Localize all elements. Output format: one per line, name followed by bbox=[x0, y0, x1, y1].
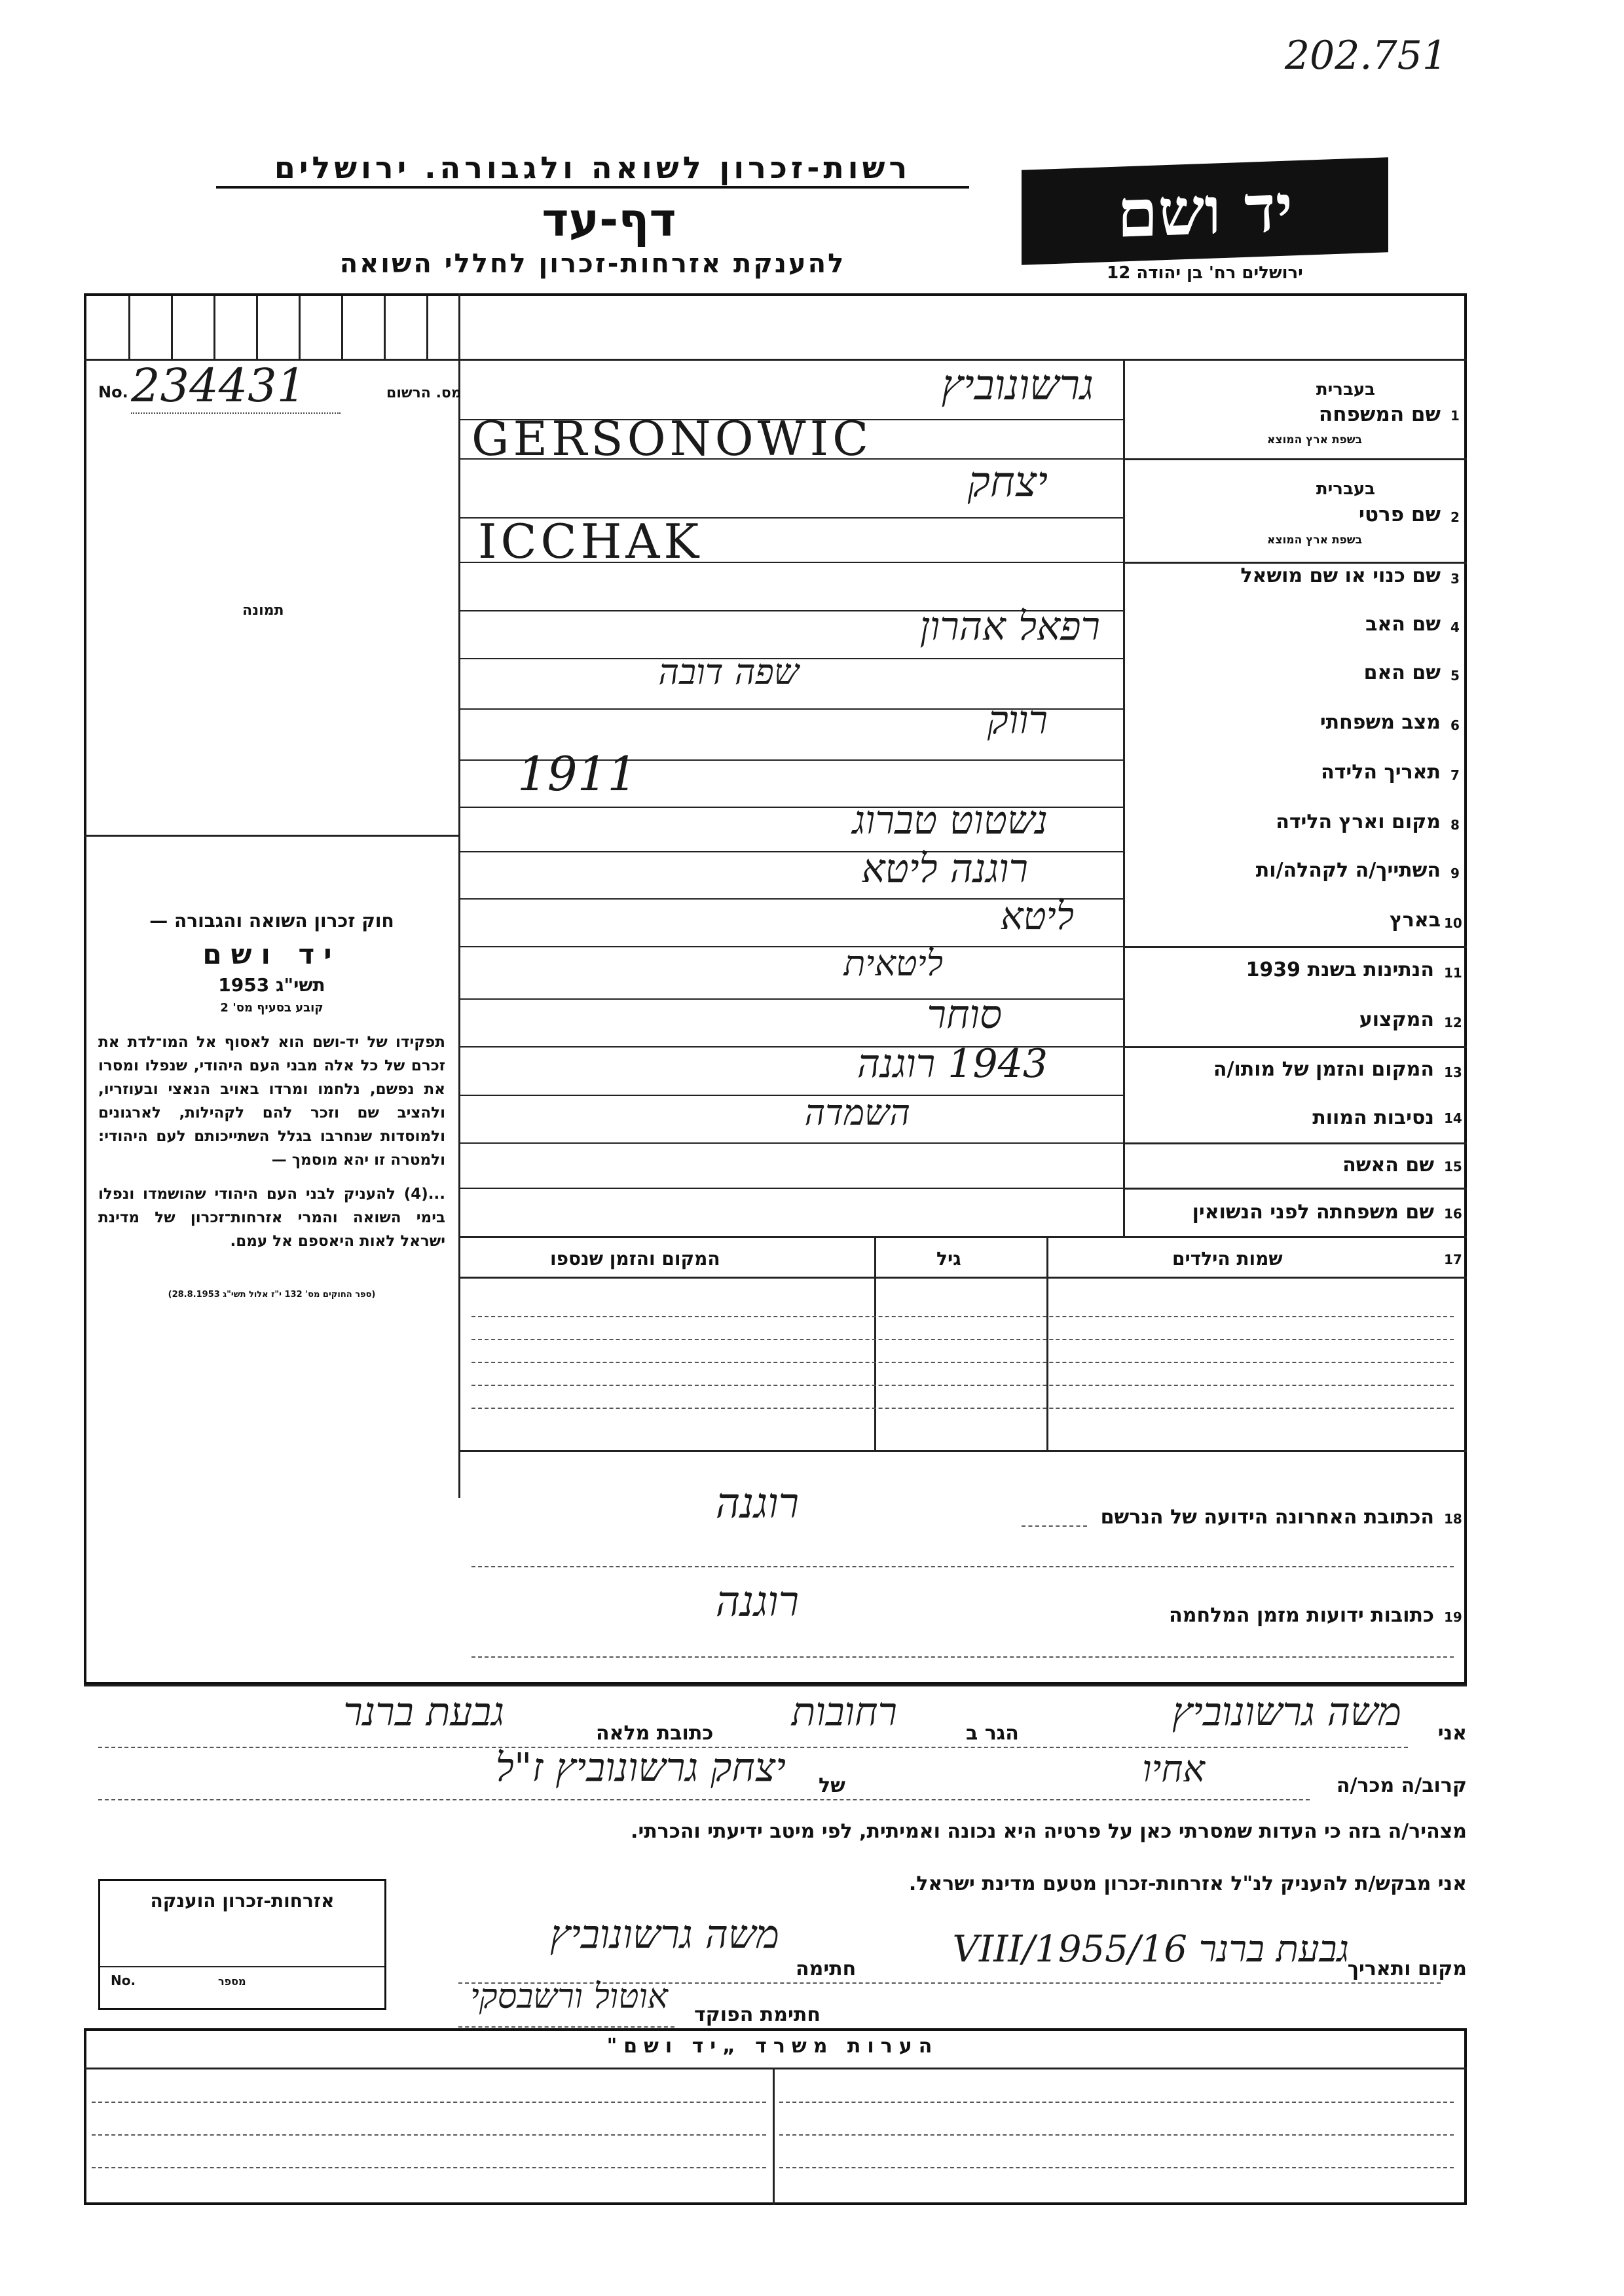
signature-label: חתימה bbox=[796, 1958, 857, 1980]
photo-label: תמונה bbox=[242, 602, 284, 619]
children-place-header: המקום והזמן שנספו bbox=[550, 1248, 720, 1269]
wartime-address-value: רוגנה bbox=[715, 1578, 799, 1626]
children-names-header: שמות הילדים bbox=[1172, 1248, 1283, 1269]
field-10-num: 10 bbox=[1444, 915, 1462, 931]
law-para2: ...(4) להעניק לבני העם היהודי שהושמדו ונפלו בימי השואה והמרי אזרחות־זכרון של מדינת ישראל לאות היאספם אל עמם. bbox=[98, 1186, 445, 1250]
field-1-label: שם המשפחה bbox=[1318, 403, 1441, 426]
field-2-hebrew: בעברית bbox=[1316, 479, 1375, 499]
field-17-num: 17 bbox=[1444, 1252, 1462, 1267]
field-16-label: שם משפחתה לפני הנשואין bbox=[1192, 1201, 1434, 1224]
field-7-num: 7 bbox=[1450, 767, 1460, 783]
surname-hebrew-value: גרשונוביץ bbox=[941, 361, 1094, 410]
decl-line3: אני מבקש/ת להעניק לנ"ל אזרחות-זכרון מטעם מדינת ישראל. bbox=[908, 1872, 1467, 1895]
field-2-origin: בשפת ארץ המוצא bbox=[1266, 534, 1362, 547]
surname-origin-value: GERSONOWIC bbox=[471, 411, 873, 466]
law-title: חוק זכרון השואה והגבורה — bbox=[149, 910, 394, 932]
field-1-origin: בשפת ארץ המוצא bbox=[1266, 433, 1362, 446]
address: ירושלים רח' בן יהודה 12 bbox=[1107, 263, 1303, 283]
registration-no-label: No. bbox=[98, 383, 128, 401]
field-8-num: 8 bbox=[1450, 817, 1460, 833]
citizenship-box-no: No. bbox=[111, 1973, 136, 1988]
last-address-value: רוגנה bbox=[715, 1480, 799, 1528]
field-12-num: 12 bbox=[1444, 1015, 1462, 1030]
officer-signature: אוטול ורשבסקי bbox=[470, 1977, 668, 2016]
form-title: דף-עד bbox=[542, 193, 676, 247]
field-10-label: בארץ bbox=[1389, 909, 1441, 932]
code-boxes bbox=[86, 296, 458, 359]
declarant-address: גבעת ברנר bbox=[343, 1689, 504, 1735]
field-18-label: הכתובת האחרונה הידועה של הנרשם bbox=[1100, 1506, 1434, 1529]
archive-number: 202.751 bbox=[1284, 33, 1447, 79]
field-15-label: שם האשה bbox=[1342, 1154, 1434, 1176]
children-age-header: גיל bbox=[936, 1248, 961, 1269]
firstname-origin-value: ICCHAK bbox=[478, 514, 703, 569]
birth-date-value: 1911 bbox=[517, 746, 638, 801]
declarant-city: רחובות bbox=[791, 1689, 897, 1735]
declarant-relation: אחיו bbox=[1142, 1748, 1205, 1791]
logo-text: יד ושם bbox=[1117, 169, 1293, 253]
office-notes-title: הערות משרד „יד ושם" bbox=[606, 2035, 939, 2058]
field-1-num: 1 bbox=[1450, 408, 1460, 424]
place-date-value: גבעת ברנר 16/VIII/1955 bbox=[952, 1928, 1349, 1971]
field-13-num: 13 bbox=[1444, 1065, 1462, 1080]
country-value: ליטא bbox=[1000, 894, 1074, 938]
field-4-num: 4 bbox=[1450, 619, 1460, 635]
field-8-label: מקום וארץ הלידה bbox=[1276, 811, 1441, 833]
decl-full-address-label: כתובת מלאה bbox=[596, 1722, 714, 1745]
field-9-num: 9 bbox=[1450, 866, 1460, 881]
org-line: רשות-זכרון לשואה ולגבורה. ירושלים bbox=[216, 149, 969, 189]
field-6-num: 6 bbox=[1450, 718, 1460, 733]
declarant-signature: משה גרשונוביץ bbox=[549, 1912, 779, 1958]
officer-signature-label: חתימת הפוקד bbox=[694, 2003, 821, 2026]
death-place-time-value: 1943 רוגנה bbox=[857, 1041, 1048, 1087]
law-footnote: (ספר החוקים מס' 132 י"ז אלול תשי"ג 28.8.1953) bbox=[168, 1290, 376, 1300]
field-9-label: השתייך/ה לקהלה/ות bbox=[1255, 859, 1441, 882]
field-19-num: 19 bbox=[1444, 1609, 1462, 1625]
marital-status-value: רווק bbox=[987, 697, 1048, 743]
field-5-num: 5 bbox=[1450, 668, 1460, 683]
father-name-value: רפאל אהרון bbox=[919, 604, 1100, 649]
field-2-label: שם פרטי bbox=[1358, 503, 1441, 526]
field-3-num: 3 bbox=[1450, 571, 1460, 587]
mother-name-value: שפה דובה bbox=[658, 651, 799, 693]
field-14-num: 14 bbox=[1444, 1110, 1462, 1126]
decl-of: של bbox=[819, 1774, 845, 1797]
field-12-label: המקצוע bbox=[1359, 1008, 1434, 1031]
decl-relative-label: קרוב/ה מכר/ה bbox=[1336, 1774, 1467, 1797]
field-4-label: שם האב bbox=[1365, 613, 1441, 636]
decl-resides: הגר ב bbox=[966, 1722, 1019, 1745]
field-5-label: שם האם bbox=[1363, 661, 1441, 684]
law-clause: קובע בסעיף מס' 2 bbox=[220, 1001, 323, 1015]
decl-line2: מצהיר/ה בזה כי העדות שמסרתי כאן על פרטיה היא נכונה ואמיתית, לפי מיטב ידיעתי והכרתי. bbox=[631, 1820, 1467, 1843]
field-14-label: נסיבות המוות bbox=[1312, 1106, 1434, 1129]
citizenship-box-title: אזרחות-זכרון הוענקה bbox=[150, 1890, 335, 1912]
citizenship-value: ליטאית bbox=[843, 943, 943, 984]
field-15-num: 15 bbox=[1444, 1159, 1462, 1175]
citizenship-box bbox=[98, 1879, 386, 2010]
community-value: רוגנה ליטא bbox=[861, 846, 1028, 892]
field-1-hebrew: בעברית bbox=[1316, 380, 1375, 399]
field-7-label: תאריך הלידה bbox=[1321, 761, 1441, 784]
field-11-num: 11 bbox=[1444, 965, 1462, 981]
field-13-label: המקום והזמן של מותו/ה bbox=[1213, 1058, 1434, 1081]
deceased-name: יצחק גרשונוביץ ז"ל bbox=[495, 1745, 786, 1791]
law-para1: תפקידו של יד-ושם הוא לאסוף אל המו־לדת את זכרם של כל אלה מבני העם היהודי, שנפלו ומסרו את נפשם, נלחמו ומרדו באויב הנאצי ובעוזריו, ולהציב שם וזכר להם לקהילות, לארגונים ולמוסדות שנחרבו בגלל השתייכותם לעם היהודי: ולמטרה זו יהא מוסמך — bbox=[98, 1034, 445, 1169]
declarant-name: משה גרשונוביץ bbox=[1172, 1689, 1401, 1735]
citizenship-box-number-label: מספר bbox=[218, 1975, 246, 1988]
law-box bbox=[98, 910, 445, 1300]
law-name: יד ושם bbox=[202, 938, 341, 970]
field-11-label: הנתינות בשנת 1939 bbox=[1246, 958, 1434, 981]
decl-ani: אני bbox=[1437, 1722, 1467, 1745]
registration-number: 234431 bbox=[131, 359, 341, 414]
birth-place-value: נשטוט טברוג bbox=[852, 797, 1048, 843]
field-16-num: 16 bbox=[1444, 1206, 1462, 1222]
field-18-num: 18 bbox=[1444, 1511, 1462, 1527]
field-19-label: כתובות ידועות מזמן המלחמה bbox=[1169, 1604, 1434, 1627]
yad-vashem-logo bbox=[1022, 157, 1388, 265]
registration-he-label: מס. הרשום bbox=[386, 385, 462, 401]
field-2-num: 2 bbox=[1450, 509, 1460, 525]
law-year: תשי"ג 1953 bbox=[218, 974, 325, 996]
firstname-hebrew-value: יצחק bbox=[967, 458, 1048, 507]
field-3-label: שם כנוי או שם מושאל bbox=[1240, 564, 1441, 587]
place-date-label: מקום ותאריך bbox=[1347, 1958, 1467, 1980]
death-circumstances-value: השמדה bbox=[804, 1092, 910, 1133]
form-subtitle: להענקת אזרחות-זכרון לחללי השואה bbox=[339, 249, 846, 279]
occupation-value: סוחר bbox=[927, 992, 1002, 1038]
field-6-label: מצב משפחתי bbox=[1320, 711, 1441, 734]
